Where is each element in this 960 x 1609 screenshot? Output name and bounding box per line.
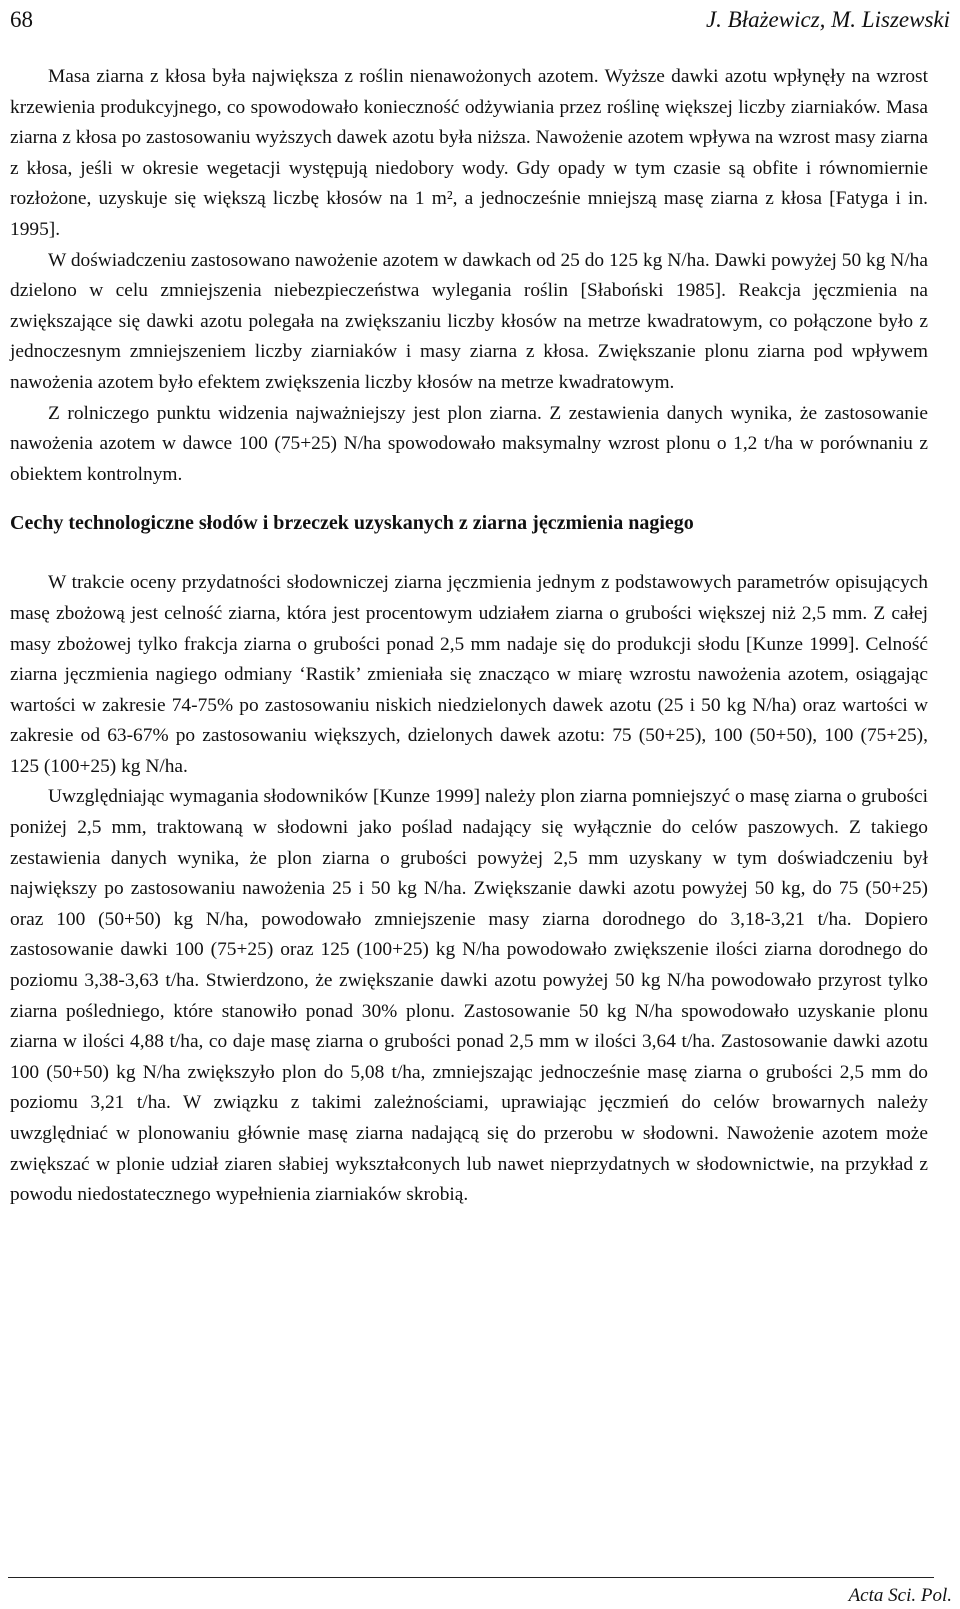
- body-text: [10, 62, 928, 1211]
- paragraph-nitrogen-doses: W doświadczeniu zastosowano nawożenie azotem w dawkach od 25 do 125 kg N/ha. Dawki powyżej 50 kg N/ha dzielono w celu zmniejszenia niebezpieczeństwa wylegania roślin [Słaboński 1985]. Reakcja jęczmienia na zwiększające się dawki azotu polegała na zwiększaniu liczby kłosów na metrze kwadratowym, co połączone było z jednoczesnym zmniejszeniem liczby ziarniaków i masy ziarna z kłosa. Zwiększanie plonu ziarna pod wpływem nawożenia azotem było efektem zwiększenia liczby kłosów na metrze kwadratowym.: [10, 249, 928, 393]
- page-number: 68: [10, 7, 33, 32]
- section-heading: Cechy technologiczne słodów i brzeczek uzyskanych z ziarna jęczmienia nagiego: [10, 512, 694, 535]
- footer-journal-name: Acta Sci. Pol.: [848, 1585, 952, 1606]
- paragraph-ear-grain-mass: Masa ziarna z kłosa była największa z roślin nienawożonych azotem. Wyższe dawki azotu wpłynęły na wzrost krzewienia produkcyjnego, co spowodowało konieczność odżywiania przez roślinę większej liczby ziarniaków. Masa ziarna z kłosa po zastosowaniu wyższych dawek azotu była niższa. Nawożenie azotem wpływa na wzrost masy ziarna z kłosa, jeśli w okresie wegetacji występują niedobory wody. Gdy opady w tym czasie są obfite i równomiernie rozłożone, uzyskuje się większą liczbę kłosów na 1 m², a jednocześnie mniejszą masę ziarna z kłosa [Fatyga i in. 1995].: [10, 66, 928, 240]
- paragraph-grain-yield: Z rolniczego punktu widzenia najważniejszy jest plon ziarna. Z zestawienia danych wynika, że zastosowanie nawożenia azotem w dawce 100 (75+25) N/ha spowodowało maksymalny wzrost plonu o 1,2 t/ha w porównaniu z obiektem kontrolnym.: [10, 402, 928, 485]
- footer-divider: [8, 1577, 934, 1578]
- running-header: [10, 6, 950, 36]
- header-authors: J. Błażewicz, M. Liszewski: [705, 7, 950, 32]
- paragraph-grain-plumpness: W trakcie oceny przydatności słodowniczej ziarna jęczmienia jednym z podstawowych parametrów opisujących masę zbożową jest celność ziarna, która jest procentowym udziałem ziarna o grubości większej niż 2,5 mm. Z całej masy zbożowej tylko frakcja ziarna o grubości ponad 2,5 mm nadaje się do produkcji słodu [Kunze 1999]. Celność ziarna jęczmienia nagiego odmiany ‘Rastik’ zmieniała się znacząco w miarę wzrostu nawożenia azotem, osiągając wartości w zakresie 74-75% po zastosowaniu niskich niedzielonych dawek azotu (25 i 50 kg N/ha) oraz wartości w zakresie od 63-67% po zastosowaniu większych, dzielonych dawek azotu: 75 (50+25), 100 (50+50), 100 (75+25), 125 (100+25) kg N/ha.: [10, 572, 928, 777]
- paragraph-malting-requirements: Uwzględniając wymagania słodowników [Kunze 1999] należy plon ziarna pomniejszyć o masę ziarna o grubości poniżej 2,5 mm, traktowaną w słodowni jako poślad nadający się wyłącznie do celów paszowych. Z takiego zestawienia danych wynika, że plon ziarna o grubości powyżej 2,5 mm uzyskany w tym doświadczeniu był największy po zastosowaniu nawożenia 25 i 50 kg N/ha. Zwiększanie dawki azotu powyżej 50 kg, do 75 (50+25) oraz 100 (50+50) kg N/ha, powodowało zmniejszenie masy ziarna dorodnego do 3,18-3,21 t/ha. Dopiero zastosowanie dawki 100 (75+25) oraz 125 (100+25) kg N/ha powodowało zwiększenie ilości ziarna dorodnego do poziomu 3,38-3,63 t/ha. Stwierdzono, że zwiększanie dawki azotu powyżej 50 kg N/ha powodowało przyrost tylko ziarna pośledniego, które stanowiło ponad 30% plonu. Zastosowanie 50 kg N/ha spowodowało uzyskanie plonu ziarna w ilości 4,88 t/ha, co daje masę ziarna o grubości ponad 2,5 mm w ilości 3,64 t/ha. Zastosowanie dawki azotu 100 (50+50) kg N/ha zwiększyło plon do 5,08 t/ha, zmniejszając jednocześnie masę ziarna o grubości 2,5 mm do poziomu 3,21 t/ha. W związku z takimi zależnościami, uprawiając jęczmień do celów browarnych należy uwzględniać w plonowaniu głównie masę ziarna nadającą się do przerobu w słodowni. Nawożenie azotem może zwiększać w plonie udział ziaren słabiej wykształconych lub nawet nieprzydatnych w słodownictwie, na przykład z powodu niedostatecznego wypełnienia ziarniaków skrobią.: [10, 786, 928, 1206]
